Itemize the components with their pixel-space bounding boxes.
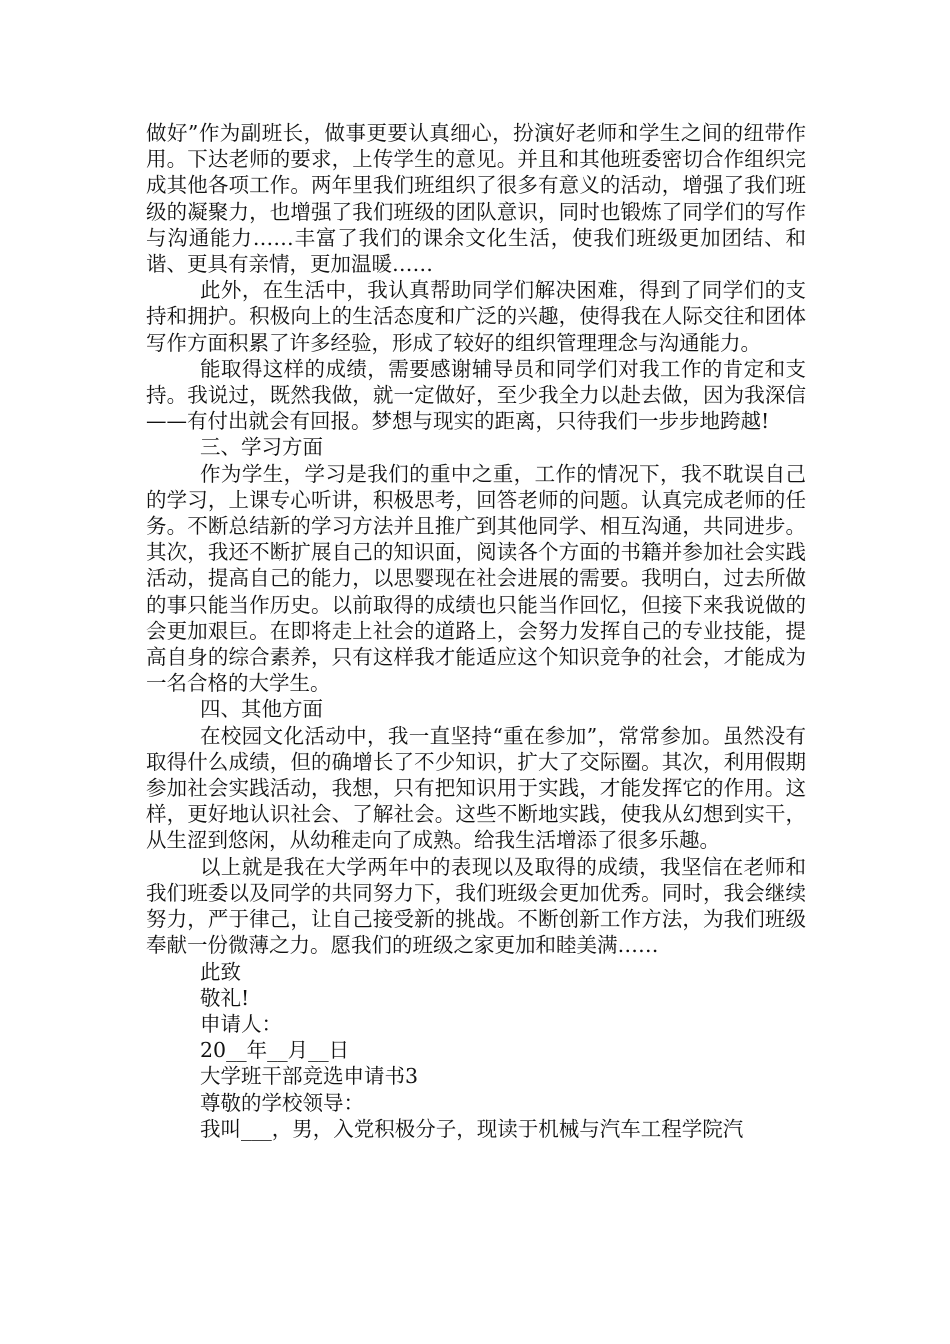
closing-jingli: 敬礼! — [200, 985, 250, 1010]
intro-line: 我叫___，男，入党积极分子，现读于机械与汽车工程学院汽 — [200, 1116, 744, 1141]
paragraph-thanks: 能取得这样的成绩，需要感谢辅导员和同学们对我工作的肯定和支持。我说过，既然我做，就一定做好，至少我全力以赴去做，因为我深信——有付出就会有回报。梦想与现实的距离，只待我们一步步地跨越! — [146, 356, 806, 434]
paragraph-campus-culture: 在校园文化活动中，我一直坚持“重在参加”，常常参加。虽然没有取得什么成绩，但的确增长了不少知识，扩大了交际圈。其次，利用假期参加社会实践活动，我想，只有把知识用于实践，才能发挥它的作用。这样，更好地认识社会、了解社会。这些不断地实践，使我从幻想到实干，从生涩到悠闲，从幼稚走向了成熟。给我生活增添了很多乐趣。 — [146, 723, 806, 853]
paragraph-daily-life: 此外，在生活中，我认真帮助同学们解决困难，得到了同学们的支持和拥护。积极向上的生活态度和广泛的兴趣，使得我在人际交往和团体写作方面积累了许多经验，形成了较好的组织管理理念与沟通能力。 — [146, 278, 806, 355]
applicant-line: 申请人： — [200, 1011, 282, 1036]
salutation: 尊敬的学校领导： — [200, 1090, 364, 1115]
section-heading-study: 三、学习方面 — [200, 435, 323, 460]
section-heading-other: 四、其他方面 — [200, 697, 323, 722]
closing-cizhi: 此致 — [200, 959, 241, 984]
paragraph-summary: 以上就是我在大学两年中的表现以及取得的成绩，我坚信在老师和我们班委以及同学的共同努力下，我们班级会更加优秀。同时，我会继续努力，严于律己，让自己接受新的挑战。不断创新工作方法，为我们班级奉献一份微薄之力。愿我们的班级之家更加和睦美满…… — [146, 854, 806, 958]
next-document-title: 大学班干部竞选申请书3 — [200, 1064, 419, 1089]
paragraph-class-activities: 做好”作为副班长，做事更要认真细心，扮演好老师和学生之间的纽带作用。下达老师的要求，上传学生的意见。并且和其他班委密切合作组织完成其他各项工作。两年里我们班组织了很多有意义的活动，增强了我们班级的凝聚力，也增强了我们班级的团队意识，同时也锻炼了同学们的写作与沟通能力……丰富了我们的课余文化生活，使我们班级更加团结、和谐、更具有亲情，更加温暖…… — [146, 121, 806, 277]
date-line: 20__年__月__日 — [200, 1038, 350, 1063]
paragraph-study: 作为学生，学习是我们的重中之重，工作的情况下，我不耽误自己的学习，上课专心听讲，积极思考，回答老师的问题。认真完成老师的任务。不断总结新的学习方法并且推广到其他同学、相互沟通，共同进步。其次，我还不断扩展自己的知识面，阅读各个方面的书籍并参加社会实践活动，提高自己的能力，以思婴现在社会进展的需要。我明白，过去所做的事只能当作历史。以前取得的成绩也只能当作回忆，但接下来我说做的会更加艰巨。在即将走上社会的道路上，会努力发挥自己的专业技能，提高自身的综合素养，只有这样我才能适应这个知识竞争的社会，才能成为一名合格的大学生。 — [146, 461, 806, 696]
document-page — [146, 120, 806, 1142]
